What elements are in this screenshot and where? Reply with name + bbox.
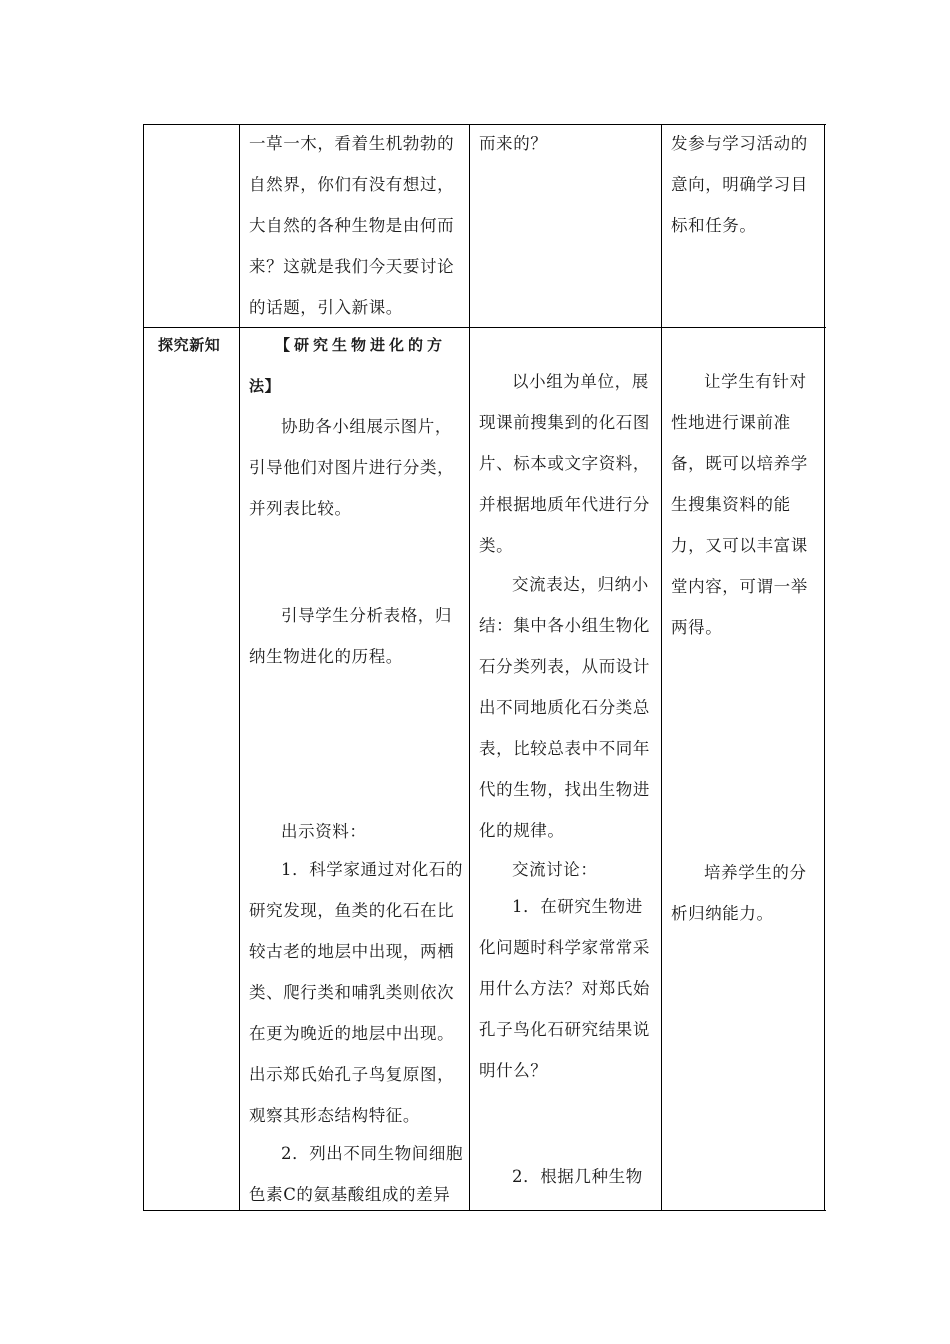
section-heading: 法】 xyxy=(249,377,281,395)
text-line: 让学生有针对 xyxy=(704,372,807,391)
text-line: 来？这就是我们今天要讨论 xyxy=(249,257,455,276)
table-top-border xyxy=(143,124,826,125)
text-line: 交流讨论： xyxy=(512,860,598,879)
text-line: 而来的？ xyxy=(479,134,548,153)
text-line: 现课前搜集到的化石图 xyxy=(479,413,650,432)
text-line: 用什么方法？对郑氏始 xyxy=(479,979,650,998)
text-line: 在更为晚近的地层中出现。 xyxy=(249,1024,455,1043)
text-line: 引导他们对图片进行分类， xyxy=(249,458,455,477)
text-line: 大自然的各种生物是由何而 xyxy=(249,216,455,235)
text-line: 自然界，你们有没有想过， xyxy=(249,175,455,194)
column-divider xyxy=(661,124,662,1211)
text-line: 类。 xyxy=(479,536,514,555)
column-divider xyxy=(239,124,240,1211)
text-line: 出示资料： xyxy=(281,822,367,841)
stage-label: 探究新知 xyxy=(158,336,221,354)
text-line: 出不同地质化石分类总 xyxy=(479,698,650,717)
text-line: 堂内容，可谓一举 xyxy=(671,577,808,596)
text-line: 析归纳能力。 xyxy=(671,904,774,923)
text-line: 一草一木，看着生机勃勃的 xyxy=(249,134,455,153)
text-line: 纳生物进化的历程。 xyxy=(249,647,403,666)
text-line: 力，又可以丰富课 xyxy=(671,536,808,555)
text-line: 并列表比较。 xyxy=(249,499,352,518)
text-line: 研究发现，鱼类的化石在比 xyxy=(249,901,455,920)
text-line: 生搜集资料的能 xyxy=(671,495,791,514)
text-line: 明什么？ xyxy=(479,1061,548,1080)
text-line: 的话题，引入新课。 xyxy=(249,298,403,317)
text-line: 引导学生分析表格，归 xyxy=(281,606,452,625)
text-line: 培养学生的分 xyxy=(704,863,807,882)
text-line: 以小组为单位，展 xyxy=(512,372,649,391)
text-line: 类、爬行类和哺乳类则依次 xyxy=(249,983,455,1002)
section-heading: 【研究生物进化的方 xyxy=(275,336,447,354)
text-line: 孔子鸟化石研究结果说 xyxy=(479,1020,650,1039)
table-left-border xyxy=(143,124,144,1211)
text-line: 协助各小组展示图片， xyxy=(281,417,452,436)
text-line: 色素C的氨基酸组成的差异 xyxy=(249,1185,451,1204)
text-line: 两得。 xyxy=(671,618,723,637)
text-line: 备，既可以培养学 xyxy=(671,454,808,473)
text-line: 2．根据几种生物 xyxy=(512,1167,643,1186)
text-line: 观察其形态结构特征。 xyxy=(249,1106,420,1125)
column-divider xyxy=(469,124,470,1211)
text-line: 并根据地质年代进行分 xyxy=(479,495,650,514)
text-line: 1．科学家通过对化石的 xyxy=(281,860,464,879)
text-line: 性地进行课前准 xyxy=(671,413,791,432)
text-line: 标和任务。 xyxy=(671,216,757,235)
text-line: 较古老的地层中出现，两栖 xyxy=(249,942,455,961)
text-line: 表，比较总表中不同年 xyxy=(479,739,650,758)
text-line: 石分类列表，从而设计 xyxy=(479,657,650,676)
text-line: 代的生物，找出生物进 xyxy=(479,780,650,799)
text-line: 发参与学习活动的 xyxy=(671,134,808,153)
text-line: 化问题时科学家常常采 xyxy=(479,938,650,957)
text-line: 2．列出不同生物间细胞 xyxy=(281,1144,464,1163)
text-line: 化的规律。 xyxy=(479,821,565,840)
text-line: 1．在研究生物进 xyxy=(512,897,643,916)
text-line: 结：集中各小组生物化 xyxy=(479,616,650,635)
text-line: 交流表达，归纳小 xyxy=(512,575,649,594)
text-line: 意向，明确学习目 xyxy=(671,175,808,194)
row-divider xyxy=(143,327,826,328)
text-line: 片、标本或文字资料， xyxy=(479,454,650,473)
table-right-border xyxy=(824,124,825,1211)
table-bottom-border xyxy=(143,1210,826,1211)
text-line: 出示郑氏始孔子鸟复原图， xyxy=(249,1065,455,1084)
